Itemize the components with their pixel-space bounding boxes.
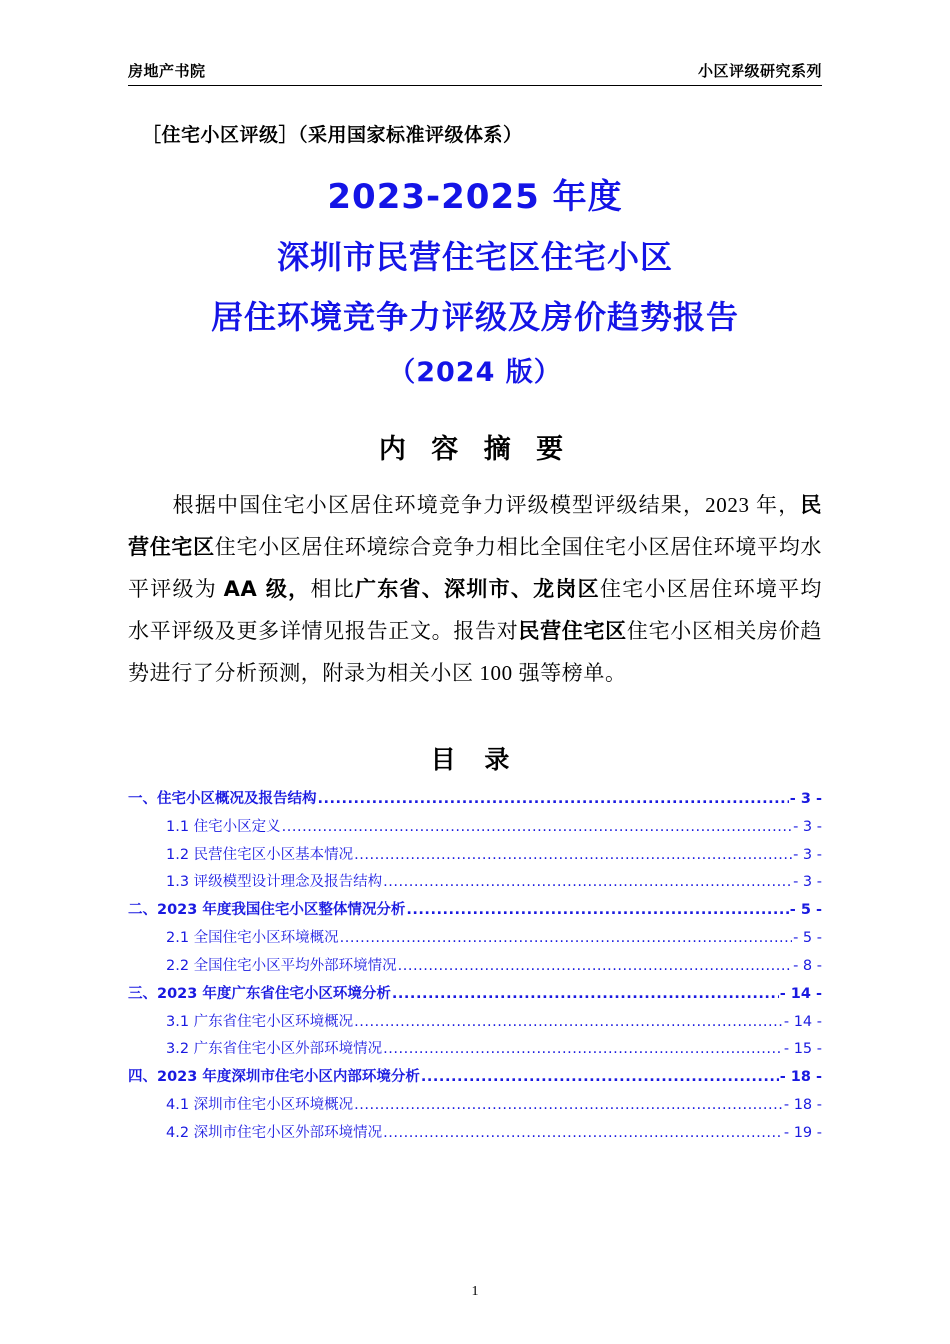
- page-footer: [0, 1284, 950, 1300]
- toc-entry-label: 1.2 民营住宅区小区基本情况: [166, 846, 354, 863]
- toc-entry-label: 1.3 评级模型设计理念及报告结构: [166, 874, 383, 891]
- abstract-emphasis-1: 民营住宅区: [128, 493, 822, 559]
- abstract-emphasis-regions: 广东省、深圳市、龙岗区: [354, 577, 600, 601]
- toc-entry[interactable]: [128, 897, 822, 925]
- title-line-period: 2023-2025 年度: [327, 177, 623, 217]
- toc-entry-page: - 18 -: [779, 1069, 822, 1086]
- toc-entry-page: - 5 -: [789, 902, 822, 919]
- toc-entry-label: 1.1 住宅小区定义: [166, 818, 281, 835]
- toc-leader-dots: [392, 981, 779, 1009]
- toc-entry[interactable]: [128, 953, 822, 981]
- toc-leader-dots: [383, 1036, 783, 1064]
- abstract-emphasis-2: 民营住宅区: [518, 619, 627, 643]
- toc-entry[interactable]: [128, 786, 822, 814]
- toc-leader-dots: [398, 953, 792, 981]
- page-number: 1: [471, 1284, 479, 1299]
- abstract-text-2: 住宅小区居住环境综合竞争力相比全国住宅小区居住环境平均水平评级为: [128, 535, 822, 601]
- abstract-text-1: 根据中国住宅小区居住环境竞争力评级模型评级结果，2023 年，: [172, 493, 801, 517]
- toc-entry-label: 二、2023 年度我国住宅小区整体情况分析: [128, 902, 406, 919]
- toc-leader-dots: [406, 897, 788, 925]
- toc-entry[interactable]: [128, 981, 822, 1009]
- toc-entry-label: 4.1 深圳市住宅小区环境概况: [166, 1097, 354, 1114]
- toc-entry-page: - 3 -: [789, 791, 822, 807]
- toc-entry[interactable]: [128, 1036, 822, 1064]
- title-line-edition: （2024 版）: [388, 357, 562, 388]
- abstract-body: [128, 484, 822, 694]
- toc-entry-label: 2.1 全国住宅小区环境概况: [166, 930, 339, 947]
- toc-entry-label: 三、2023 年度广东省住宅小区环境分析: [128, 985, 391, 1002]
- toc-leader-dots: [383, 869, 792, 897]
- toc-entry-page: - 14 -: [783, 1013, 822, 1030]
- toc-leader-dots: [354, 1092, 783, 1120]
- abstract-emphasis-rating: AA 级，: [223, 577, 311, 601]
- toc-entry-label: 3.2 广东省住宅小区外部环境情况: [166, 1041, 383, 1058]
- abstract-text-3: 相比: [310, 577, 355, 601]
- toc-entry[interactable]: [128, 814, 822, 842]
- report-title-block: [128, 169, 822, 389]
- toc-entry-label: 一、住宅小区概况及报告结构: [128, 791, 317, 807]
- toc-entry-page: - 3 -: [793, 846, 822, 863]
- toc-entry[interactable]: [128, 1092, 822, 1120]
- header-left-text: 房地产书院: [128, 62, 206, 80]
- toc-entry-page: - 5 -: [793, 930, 822, 947]
- abstract-text-4: 住宅小区居住环境平均水平评级及更多详情见报告正文。报告对: [128, 577, 823, 643]
- toc-heading: 目 录: [430, 745, 520, 774]
- toc-entry-label: 4.2 深圳市住宅小区外部环境情况: [166, 1124, 383, 1141]
- title-line-topic: 居住环境竞争力评级及房价趋势报告: [210, 298, 739, 336]
- toc-leader-dots: [282, 814, 792, 842]
- page-header: [128, 60, 822, 86]
- toc-entry-label: 2.2 全国住宅小区平均外部环境情况: [166, 957, 397, 974]
- toc-entry[interactable]: [128, 1009, 822, 1037]
- table-of-contents: [128, 786, 822, 1148]
- toc-entry[interactable]: [128, 869, 822, 897]
- toc-leader-dots: [340, 925, 792, 953]
- abstract-heading: 内 容 摘 要: [378, 434, 572, 465]
- abstract-text-5: 住宅小区相关房价趋势进行了分析预测，附录为相关小区 100 强等榜单。: [128, 619, 822, 685]
- toc-entry[interactable]: [128, 1064, 822, 1092]
- toc-entry[interactable]: [128, 842, 822, 870]
- toc-entry-page: - 15 -: [783, 1041, 822, 1058]
- toc-leader-dots: [383, 1120, 783, 1148]
- title-line-region: 深圳市民营住宅区住宅小区: [276, 238, 673, 276]
- toc-entry-page: - 14 -: [779, 985, 822, 1002]
- toc-entry-label: 3.1 广东省住宅小区环境概况: [166, 1013, 354, 1030]
- toc-leader-dots: [318, 786, 789, 814]
- toc-entry-page: - 8 -: [793, 957, 822, 974]
- toc-leader-dots: [354, 842, 792, 870]
- header-right-text: 小区评级研究系列: [697, 62, 822, 80]
- toc-entry-page: - 3 -: [793, 874, 822, 891]
- toc-entry-label: 四、2023 年度深圳市住宅小区内部环境分析: [128, 1069, 420, 1086]
- toc-entry-page: - 19 -: [783, 1124, 822, 1141]
- toc-entry[interactable]: [128, 925, 822, 953]
- report-subject-line: ［住宅小区评级］（采用国家标准评级体系）: [142, 124, 523, 146]
- toc-leader-dots: [354, 1009, 783, 1037]
- toc-leader-dots: [421, 1064, 779, 1092]
- toc-entry[interactable]: [128, 1120, 822, 1148]
- toc-entry-page: - 3 -: [793, 818, 822, 835]
- toc-entry-page: - 18 -: [783, 1097, 822, 1114]
